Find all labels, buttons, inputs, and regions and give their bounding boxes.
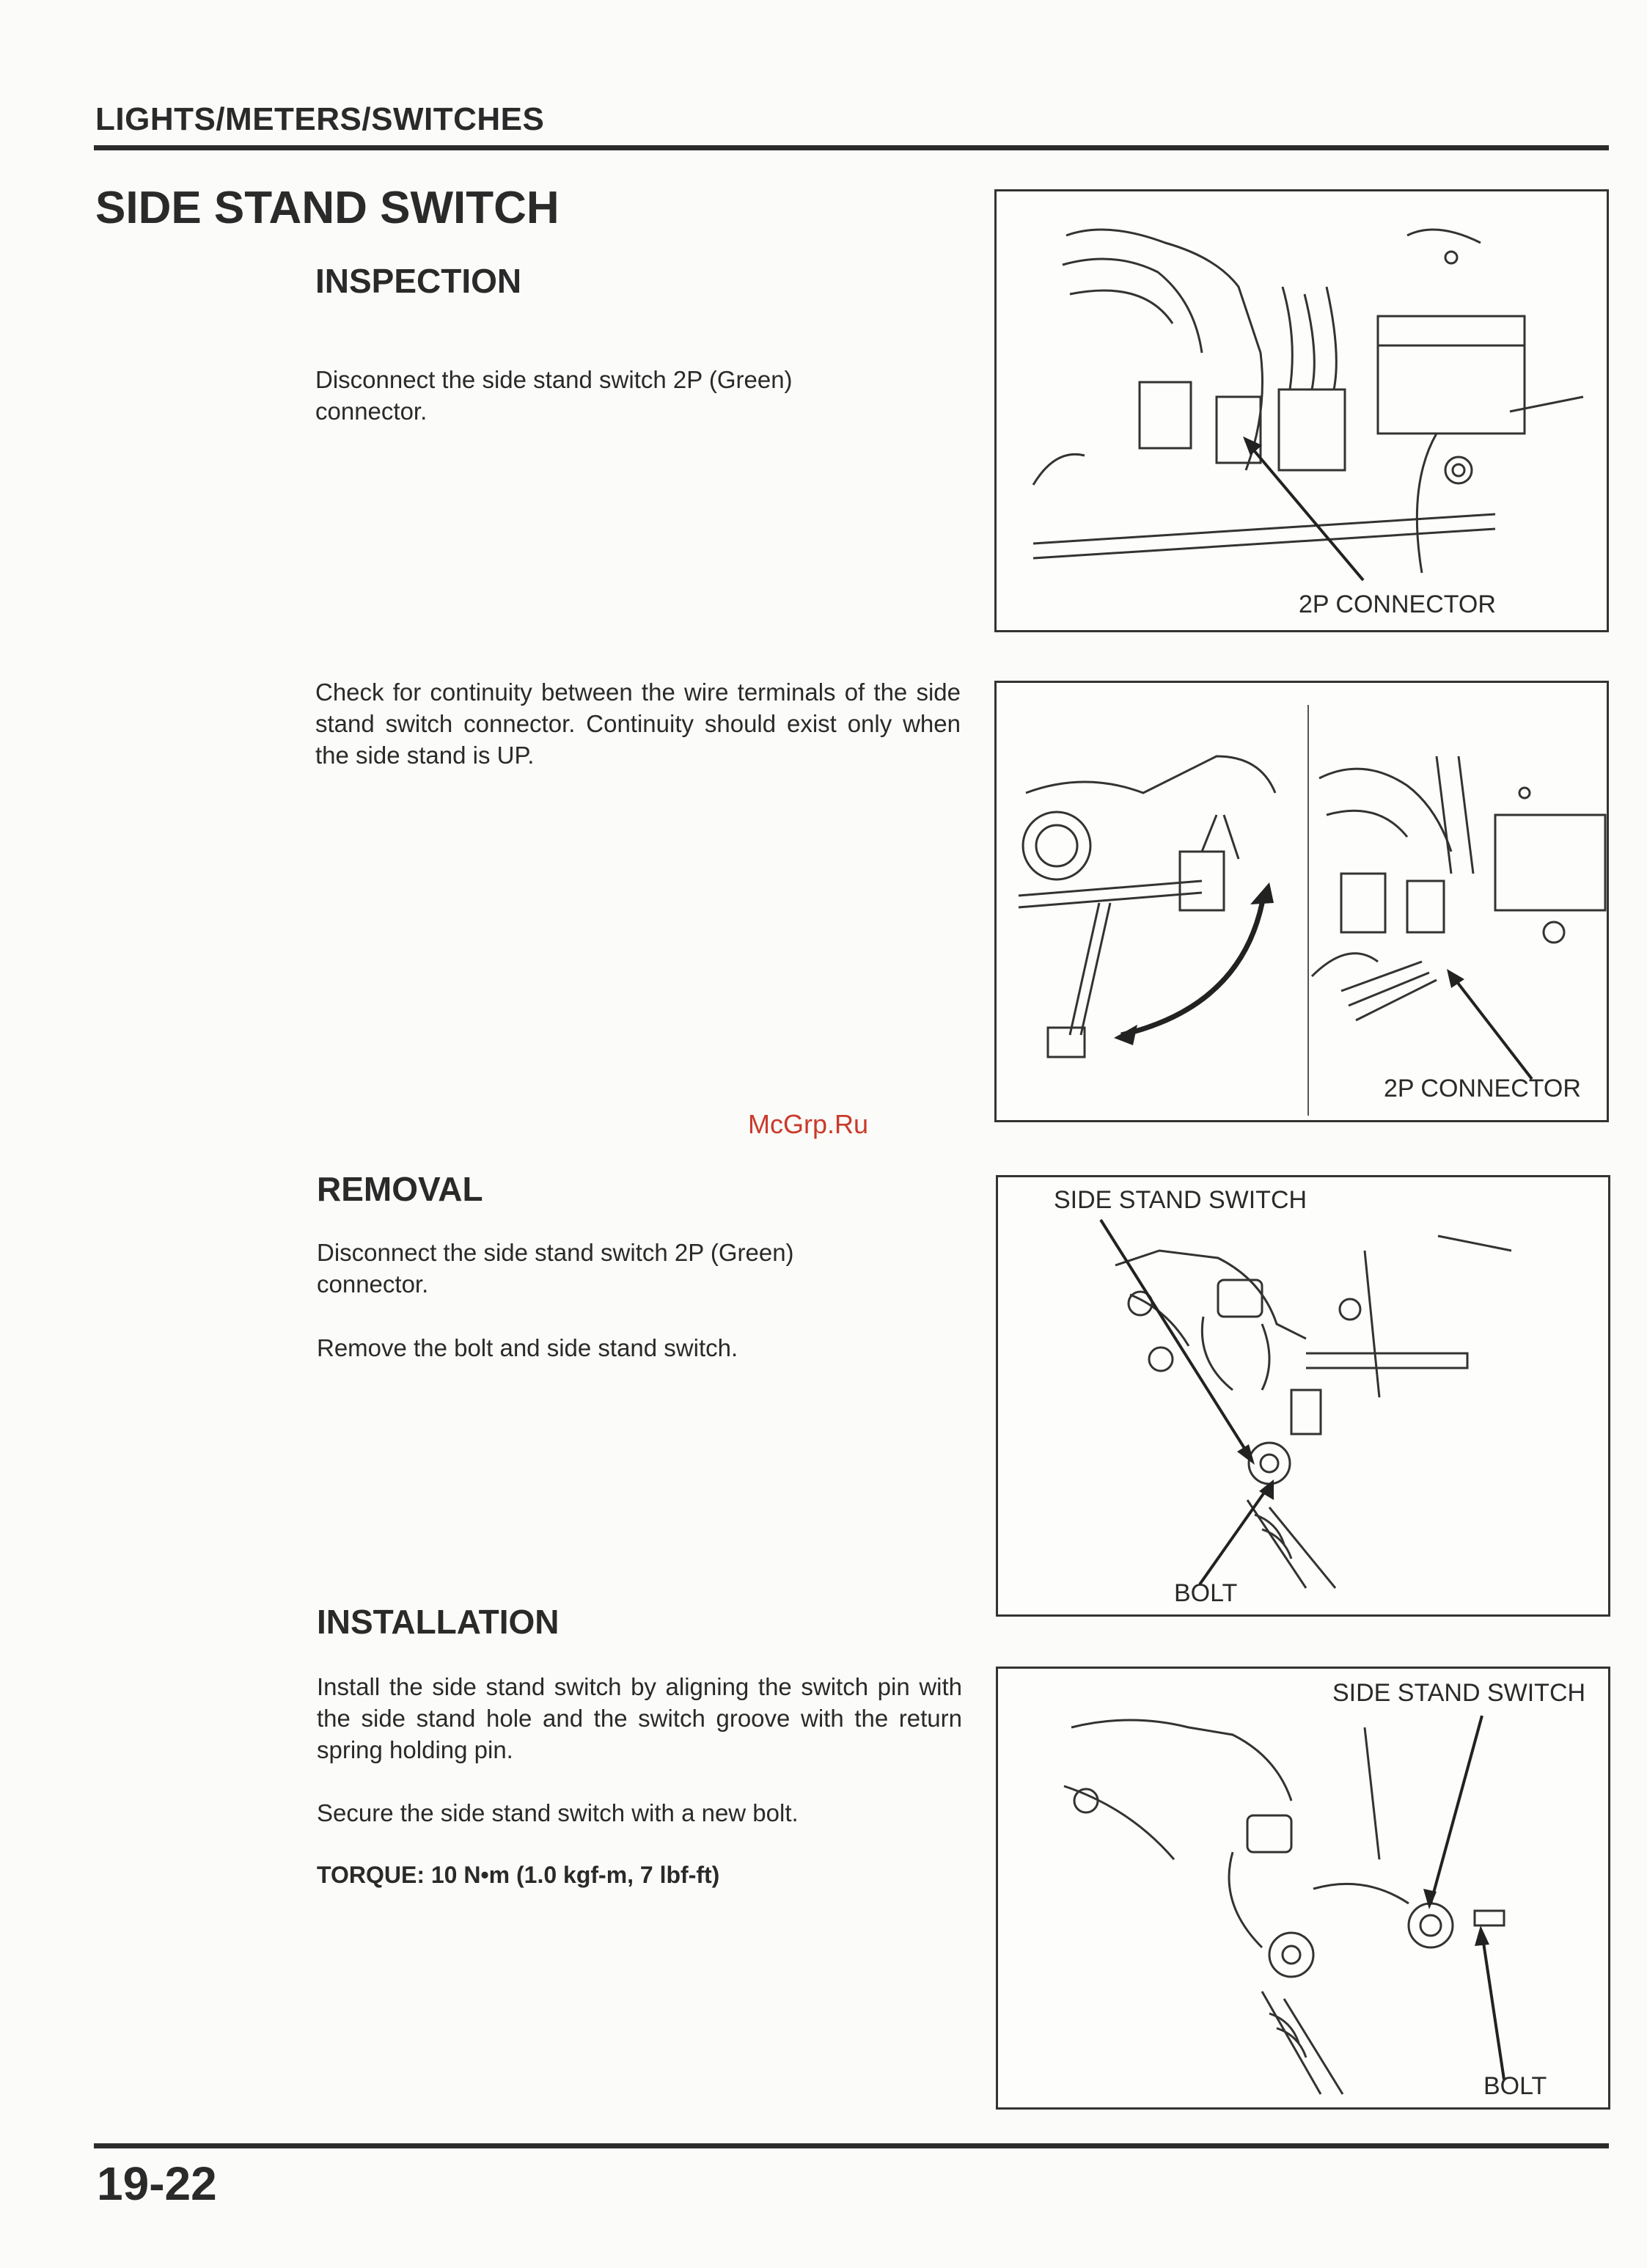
- label-side-stand-switch-2: SIDE STAND SWITCH: [1332, 1679, 1586, 1707]
- swing-arrow-head-top: [1250, 882, 1274, 904]
- header-rule: [94, 145, 1609, 150]
- removal-step-1: Disconnect the side stand switch 2P (Green) connector.: [317, 1239, 794, 1298]
- page-number: 19-22: [97, 2157, 217, 2210]
- torque-spec: TORQUE: 10 N•m (1.0 kgf-m, 7 lbf-ft): [317, 1862, 720, 1888]
- installation-step-1: Install the side stand switch by aligning the switch pin with the side stand hole and the switch groove with the return spring holding pin.: [317, 1673, 962, 1763]
- removal-illustration: [998, 1177, 1610, 1617]
- removal-heading: REMOVAL: [317, 1170, 483, 1208]
- label-2p-connector: 2P CONNECTOR: [1299, 590, 1496, 618]
- connector-illustration: [997, 191, 1609, 632]
- footer-rule: [94, 2143, 1609, 2148]
- label-bolt: BOLT: [1174, 1579, 1238, 1607]
- label-side-stand-switch: SIDE STAND SWITCH: [1054, 1186, 1307, 1214]
- figure-divider: [1307, 705, 1309, 1116]
- label-2p-connector-2: 2P CONNECTOR: [1384, 1075, 1581, 1102]
- figure-removal: [996, 1175, 1610, 1617]
- continuity-illustration: [997, 683, 1609, 1122]
- leader-arrowhead-2: [1447, 969, 1464, 988]
- watermark: McGrp.Ru: [748, 1109, 869, 1139]
- installation-heading: INSTALLATION: [317, 1603, 560, 1641]
- removal-step-2: Remove the bolt and side stand switch.: [317, 1334, 738, 1361]
- installation-step-2: Secure the side stand switch with a new bolt.: [317, 1799, 799, 1826]
- installation-illustration: [998, 1669, 1610, 2110]
- switch-leader-arrowhead-2: [1423, 1889, 1437, 1909]
- figure-installation: [996, 1667, 1610, 2110]
- swing-arrow-head-bottom: [1114, 1025, 1137, 1045]
- inspection-step-2: Check for continuity between the wire terminals of the side stand switch connector. Continuity should exist only when the side stand is UP.: [315, 678, 961, 769]
- section-header: LIGHTS/METERS/SWITCHES: [95, 101, 545, 137]
- inspection-heading: INSPECTION: [315, 262, 522, 300]
- bolt-leader-arrowhead-2: [1475, 1925, 1489, 1946]
- page-title: SIDE STAND SWITCH: [95, 183, 560, 233]
- figure-continuity-check: [994, 681, 1609, 1122]
- switch-leader-arrowhead: [1237, 1444, 1255, 1465]
- leader-arrowhead: [1243, 436, 1262, 456]
- label-bolt-2: BOLT: [1483, 2072, 1547, 2100]
- inspection-step-1: Disconnect the side stand switch 2P (Green) connector.: [315, 366, 793, 425]
- figure-2p-connector-location: [994, 189, 1609, 632]
